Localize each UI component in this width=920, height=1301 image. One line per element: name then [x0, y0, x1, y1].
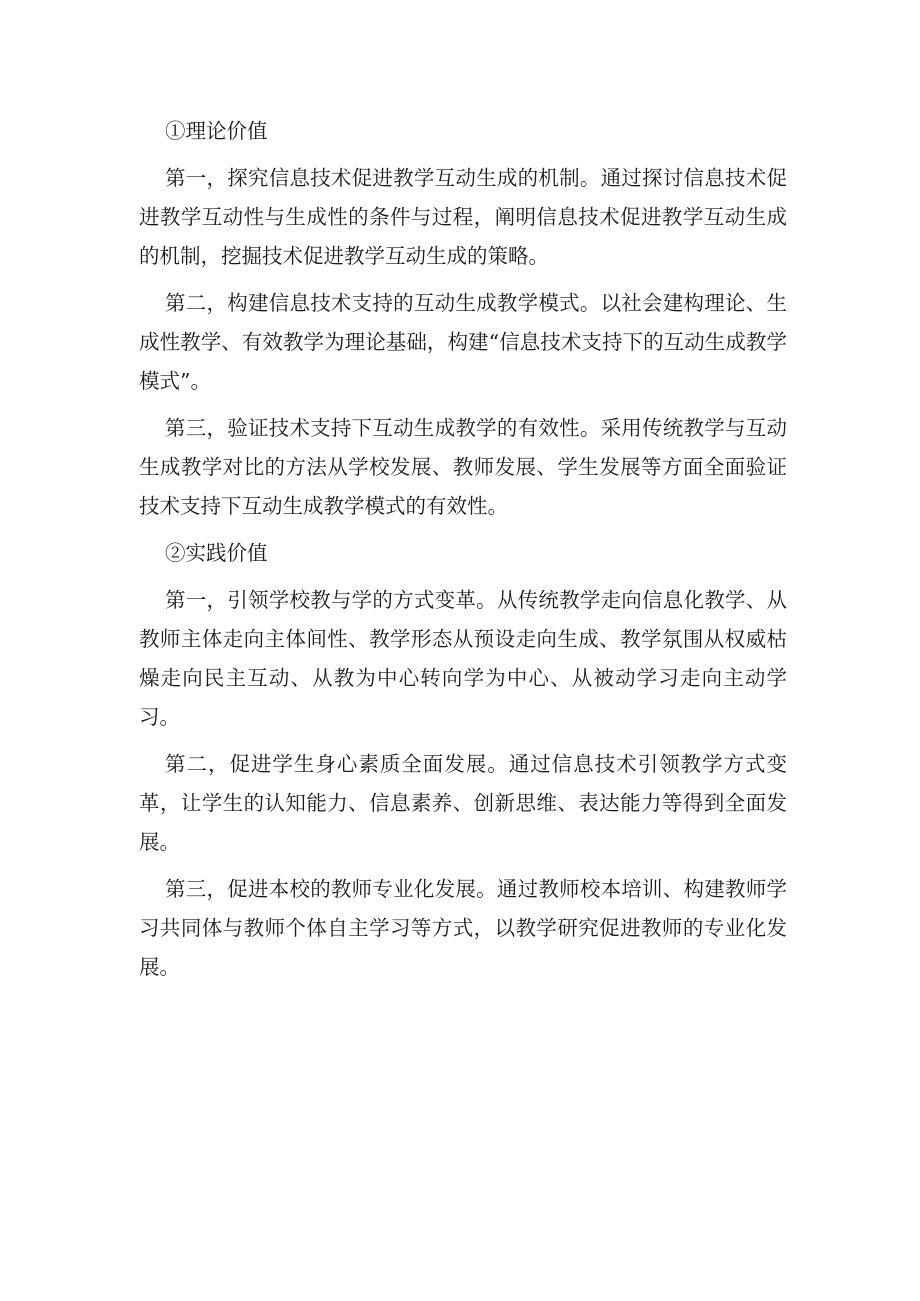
paragraph: 第二，促进学生身心素质全面发展。通过信息技术引领教学方式变革，让学生的认知能力、信息素养、创新思维、表达能力等得到全面发展。 [139, 752, 787, 854]
paragraph: 第二，构建信息技术支持的互动生成教学模式。以社会建构理论、生成性教学、有效教学为理论基础，构建“信息技术支持下的互动生成教学模式”。 [139, 291, 787, 393]
paragraph: 第三，促进本校的教师专业化发展。通过教师校本培训、构建教师学习共同体与教师个体自主学习等方式，以教学研究促进教师的专业化发展。 [139, 877, 787, 979]
paragraph: 第三，验证技术支持下互动生成教学的有效性。采用传统教学与互动生成教学对比的方法从学校发展、教师发展、学生发展等方面全面验证技术支持下互动生成教学模式的有效性。 [139, 416, 787, 518]
section-heading-theoretical-value: ①理论价值 [165, 119, 268, 143]
section-heading-practical-value: ②实践价值 [165, 541, 268, 565]
paragraph: 第一，探究信息技术促进教学互动生成的机制。通过探讨信息技术促进教学互动性与生成性的条件与过程，阐明信息技术促进教学互动生成的机制，挖掘技术促进教学互动生成的策略。 [139, 166, 787, 268]
document-body [139, 112, 787, 995]
paragraph: 第一，引领学校教与学的方式变革。从传统教学走向信息化教学、从教师主体走向主体间性、教学形态从预设走向生成、教学氛围从权威枯燥走向民主互动、从教为中心转向学为中心、从被动学习走向主动学习。 [139, 588, 787, 729]
